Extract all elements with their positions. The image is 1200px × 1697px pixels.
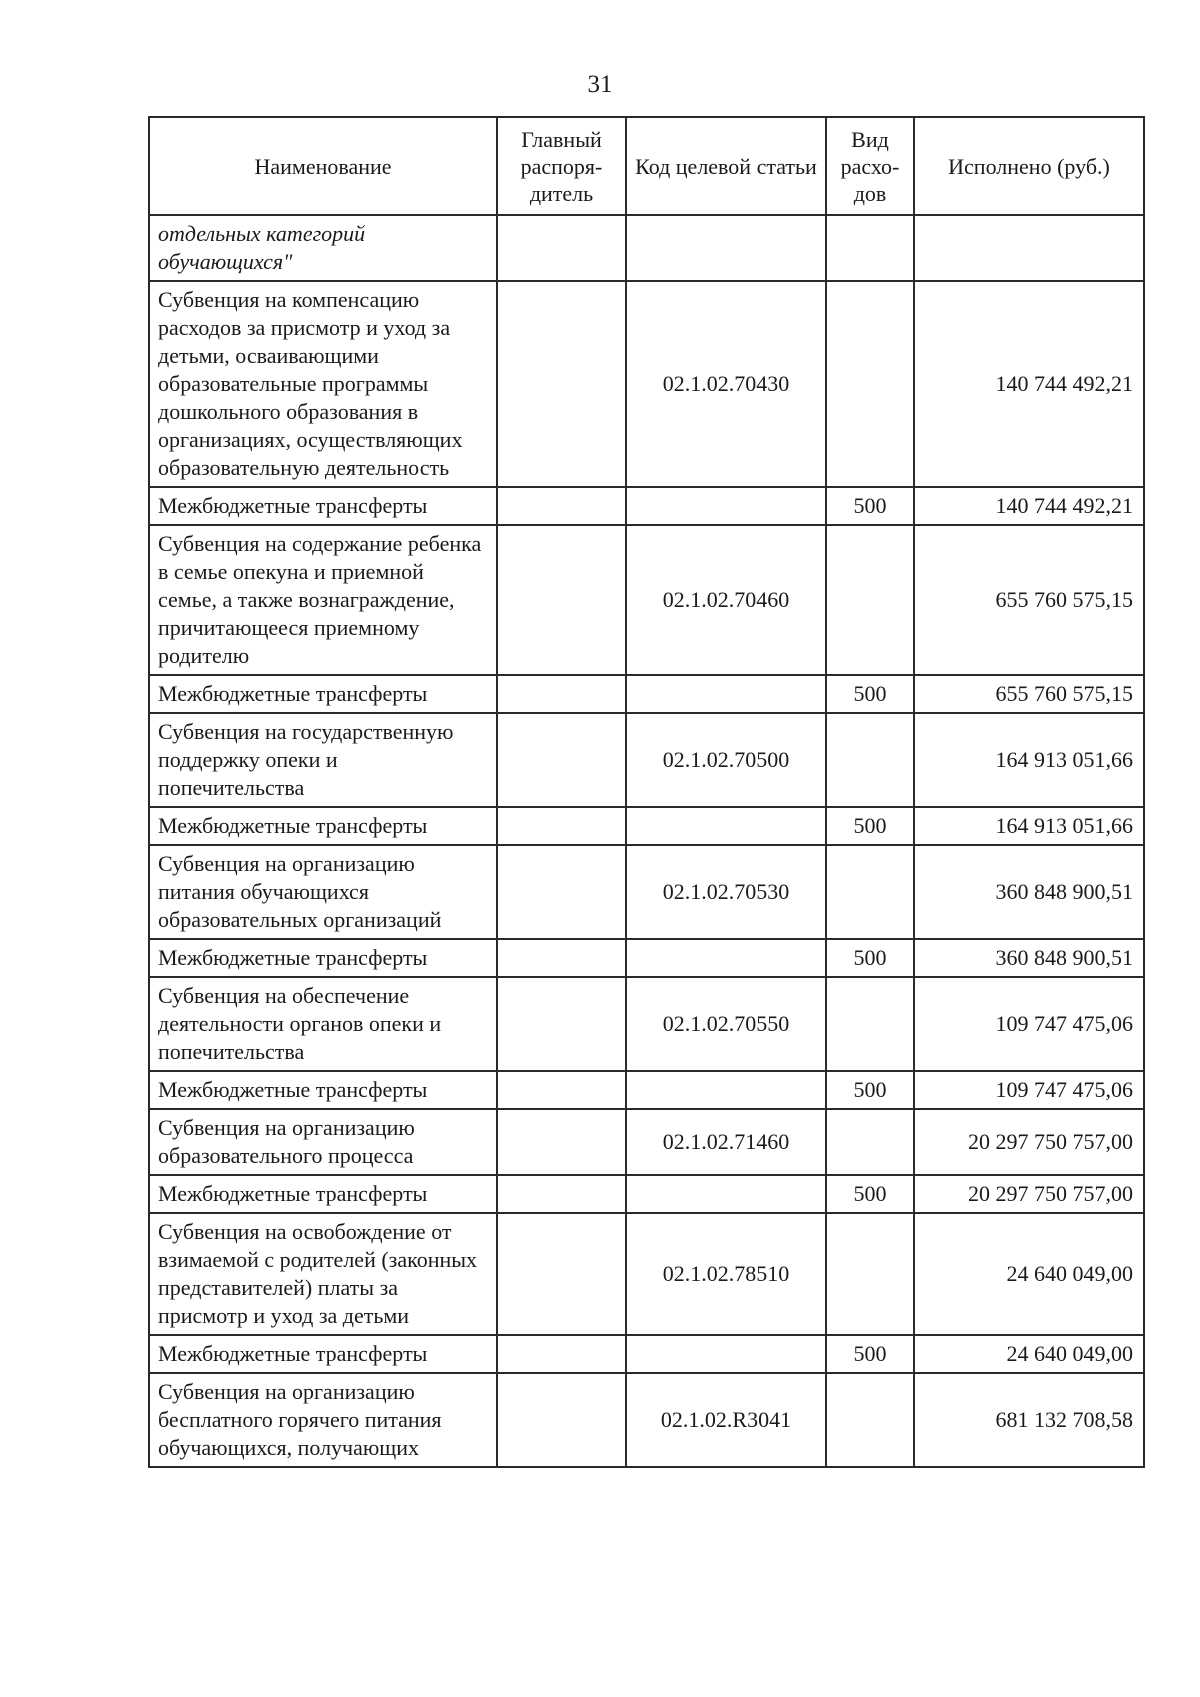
row-sum: 20 297 750 757,00 — [914, 1175, 1144, 1213]
row-code: 02.1.02.70460 — [626, 525, 826, 675]
row-name: Межбюджетные трансферты — [149, 939, 497, 977]
row-admin — [497, 487, 626, 525]
row-code: 02.1.02.71460 — [626, 1109, 826, 1175]
row-name: Субвенция на государственную поддержку опеки и попечительства — [149, 713, 497, 807]
table-row — [149, 215, 1144, 281]
row-kind — [826, 977, 914, 1071]
row-kind: 500 — [826, 487, 914, 525]
row-admin — [497, 1213, 626, 1335]
row-name: Субвенция на организацию образовательного процесса — [149, 1109, 497, 1175]
header-name: Наименование — [149, 117, 497, 215]
table-row — [149, 1071, 1144, 1109]
table-header-row — [149, 117, 1144, 215]
row-kind: 500 — [826, 939, 914, 977]
row-code: 02.1.02.70500 — [626, 713, 826, 807]
row-sum: 360 848 900,51 — [914, 939, 1144, 977]
table-row — [149, 977, 1144, 1071]
row-kind — [826, 525, 914, 675]
row-sum: 164 913 051,66 — [914, 807, 1144, 845]
row-admin — [497, 977, 626, 1071]
row-kind: 500 — [826, 1175, 914, 1213]
header-sum: Исполнено (руб.) — [914, 117, 1144, 215]
row-code: 02.1.02.70430 — [626, 281, 826, 487]
row-code — [626, 487, 826, 525]
table-row — [149, 487, 1144, 525]
row-code — [626, 1071, 826, 1109]
row-name: Субвенция на организацию питания обучающихся образовательных организаций — [149, 845, 497, 939]
row-code: 02.1.02.R3041 — [626, 1373, 826, 1467]
row-sum: 655 760 575,15 — [914, 525, 1144, 675]
row-name: Межбюджетные трансферты — [149, 807, 497, 845]
row-name: Субвенция на обеспечение деятельности органов опеки и попечительства — [149, 977, 497, 1071]
row-name: Субвенция на содержание ребенка в семье опекуна и приемной семье, а также вознаграждение, причитающееся приемному родителю — [149, 525, 497, 675]
row-kind — [826, 1373, 914, 1467]
table-row — [149, 1213, 1144, 1335]
header-admin: Главный распоря-дитель — [497, 117, 626, 215]
row-admin — [497, 215, 626, 281]
row-admin — [497, 845, 626, 939]
row-admin — [497, 1109, 626, 1175]
row-sum: 164 913 051,66 — [914, 713, 1144, 807]
row-kind — [826, 713, 914, 807]
table-row — [149, 1335, 1144, 1373]
table-row — [149, 1373, 1144, 1467]
row-sum: 20 297 750 757,00 — [914, 1109, 1144, 1175]
table-row — [149, 807, 1144, 845]
row-code: 02.1.02.70550 — [626, 977, 826, 1071]
row-code — [626, 1175, 826, 1213]
row-admin — [497, 525, 626, 675]
row-name: Субвенция на организацию бесплатного горячего питания обучающихся, получающих — [149, 1373, 497, 1467]
row-admin — [497, 939, 626, 977]
row-admin — [497, 807, 626, 845]
table-row — [149, 281, 1144, 487]
row-kind — [826, 215, 914, 281]
row-name: Межбюджетные трансферты — [149, 1071, 497, 1109]
row-name: Субвенция на компенсацию расходов за присмотр и уход за детьми, осваивающими образовательные программы дошкольного образования в организациях, осуществляющих образовательную деятельность — [149, 281, 497, 487]
row-admin — [497, 713, 626, 807]
row-code — [626, 939, 826, 977]
row-admin — [497, 281, 626, 487]
row-code: 02.1.02.78510 — [626, 1213, 826, 1335]
row-sum: 109 747 475,06 — [914, 1071, 1144, 1109]
row-sum: 24 640 049,00 — [914, 1213, 1144, 1335]
budget-table — [148, 116, 1145, 1468]
row-name: отдельных категорий обучающихся" — [149, 215, 497, 281]
row-sum: 360 848 900,51 — [914, 845, 1144, 939]
row-sum: 140 744 492,21 — [914, 487, 1144, 525]
row-name: Межбюджетные трансферты — [149, 487, 497, 525]
row-name: Межбюджетные трансферты — [149, 1175, 497, 1213]
table-row — [149, 713, 1144, 807]
row-name: Субвенция на освобождение от взимаемой с родителей (законных представителей) платы за присмотр и уход за детьми — [149, 1213, 497, 1335]
row-sum — [914, 215, 1144, 281]
row-kind: 500 — [826, 1071, 914, 1109]
row-admin — [497, 1373, 626, 1467]
page-number: 31 — [587, 71, 613, 98]
row-code: 02.1.02.70530 — [626, 845, 826, 939]
row-kind: 500 — [826, 675, 914, 713]
row-admin — [497, 1175, 626, 1213]
row-sum: 681 132 708,58 — [914, 1373, 1144, 1467]
row-kind — [826, 281, 914, 487]
row-sum: 24 640 049,00 — [914, 1335, 1144, 1373]
row-kind — [826, 1213, 914, 1335]
table-row — [149, 675, 1144, 713]
row-kind: 500 — [826, 1335, 914, 1373]
budget-table-container — [148, 116, 1143, 1468]
table-row — [149, 845, 1144, 939]
table-row — [149, 939, 1144, 977]
table-row — [149, 1109, 1144, 1175]
row-kind — [826, 1109, 914, 1175]
row-admin — [497, 675, 626, 713]
row-admin — [497, 1071, 626, 1109]
row-sum: 109 747 475,06 — [914, 977, 1144, 1071]
row-code — [626, 215, 826, 281]
row-sum: 655 760 575,15 — [914, 675, 1144, 713]
row-admin — [497, 1335, 626, 1373]
header-code: Код целевой статьи — [626, 117, 826, 215]
row-kind: 500 — [826, 807, 914, 845]
row-kind — [826, 845, 914, 939]
row-name: Межбюджетные трансферты — [149, 1335, 497, 1373]
row-code — [626, 807, 826, 845]
row-sum: 140 744 492,21 — [914, 281, 1144, 487]
header-kind: Вид расхо-дов — [826, 117, 914, 215]
table-row — [149, 1175, 1144, 1213]
row-name: Межбюджетные трансферты — [149, 675, 497, 713]
row-code — [626, 1335, 826, 1373]
table-row — [149, 525, 1144, 675]
row-code — [626, 675, 826, 713]
